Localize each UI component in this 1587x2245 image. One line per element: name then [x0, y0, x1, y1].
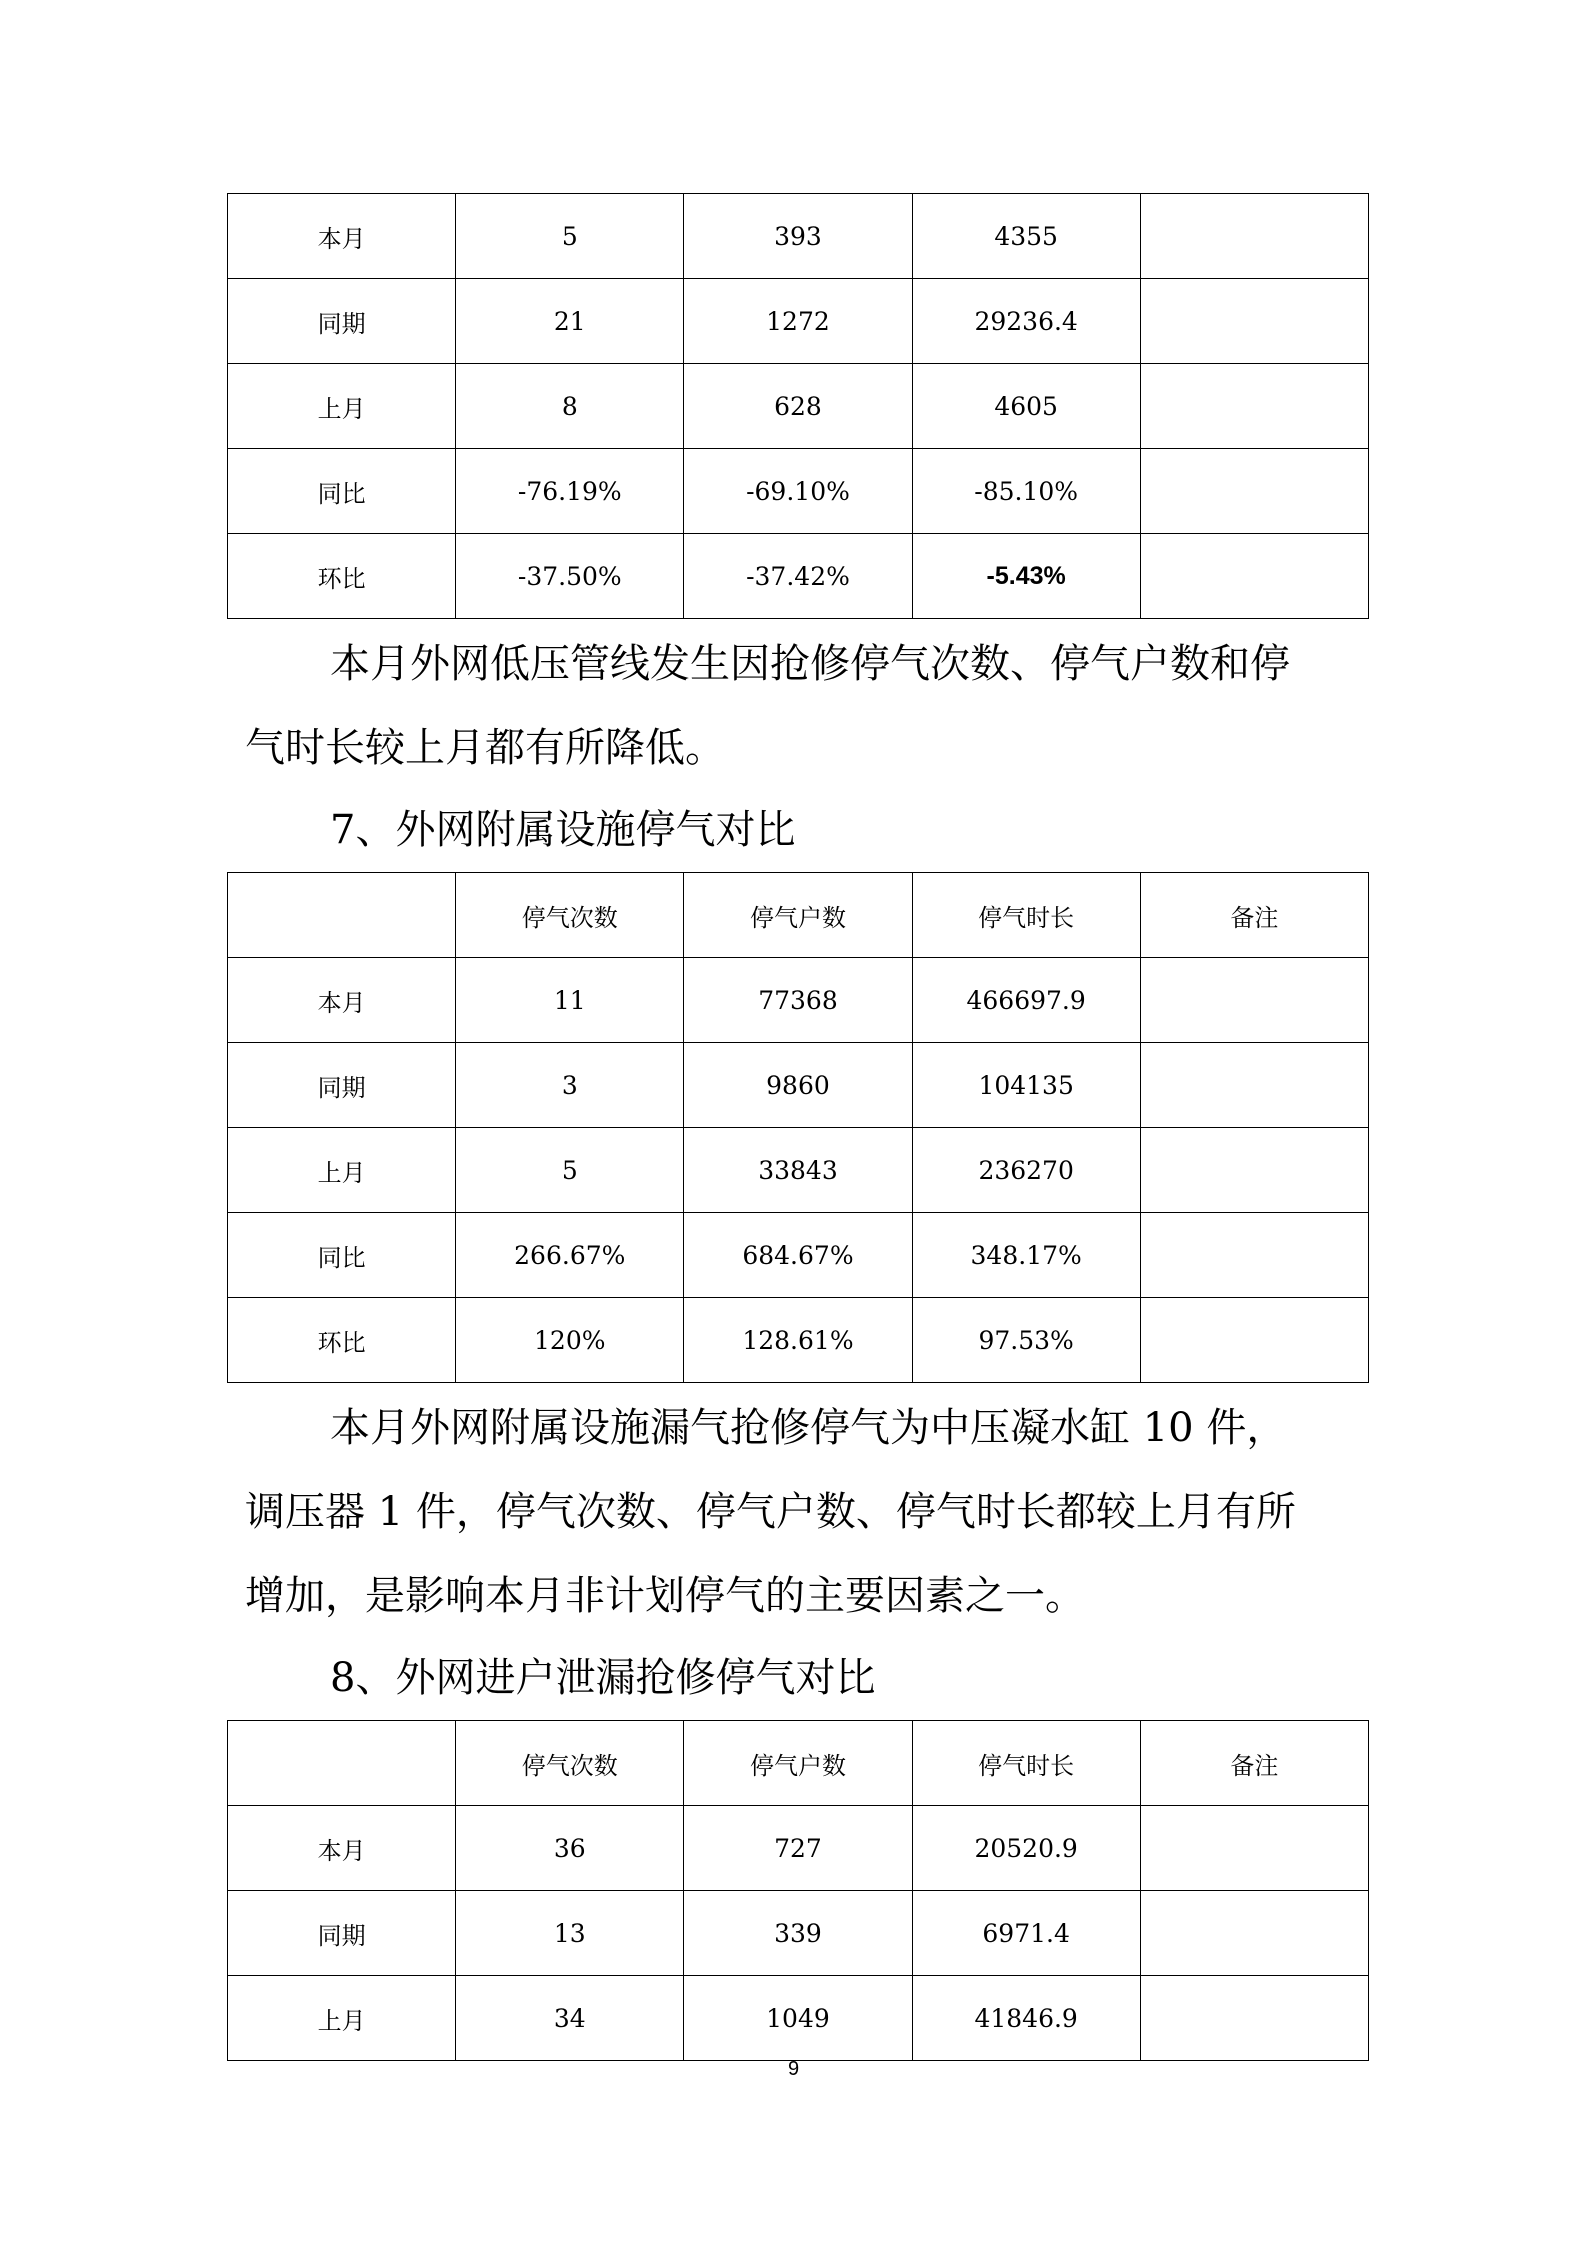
- cell-duration: -85.10%: [912, 449, 1140, 534]
- cell-remark: [1140, 1128, 1368, 1213]
- cell-duration: 4605: [912, 364, 1140, 449]
- section-heading-8: 8、外网进户泄漏抢修停气对比: [330, 1655, 876, 1701]
- table-row: [228, 449, 1369, 534]
- cell-count: 8: [456, 364, 684, 449]
- cell-duration: 20520.9: [912, 1806, 1140, 1891]
- cell-duration: 236270: [912, 1128, 1140, 1213]
- row-label: 同期: [228, 1891, 456, 1976]
- table-row: [228, 1213, 1369, 1298]
- cell-households: 727: [684, 1806, 912, 1891]
- row-label: 环比: [228, 534, 456, 619]
- cell-count: -37.50%: [456, 534, 684, 619]
- cell-households: 9860: [684, 1043, 912, 1128]
- cell-remark: [1140, 1213, 1368, 1298]
- table-low-pressure-pipeline: [227, 193, 1369, 619]
- header-duration: 停气时长: [912, 1721, 1140, 1806]
- cell-duration: -5.43%: [912, 534, 1140, 619]
- cell-count: 36: [456, 1806, 684, 1891]
- cell-duration: 29236.4: [912, 279, 1140, 364]
- cell-remark: [1140, 1806, 1368, 1891]
- row-label: 同期: [228, 279, 456, 364]
- table-row: [228, 534, 1369, 619]
- cell-households: 128.61%: [684, 1298, 912, 1383]
- header-count: 停气次数: [456, 873, 684, 958]
- cell-remark: [1140, 534, 1368, 619]
- paragraph-line: 本月外网附属设施漏气抢修停气为中压凝水缸 10 件，: [330, 1405, 1287, 1451]
- row-label: 环比: [228, 1298, 456, 1383]
- cell-count: 13: [456, 1891, 684, 1976]
- table-row: [228, 1891, 1369, 1976]
- cell-remark: [1140, 1891, 1368, 1976]
- cell-duration: 6971.4: [912, 1891, 1140, 1976]
- header-empty: [228, 873, 456, 958]
- cell-count: 11: [456, 958, 684, 1043]
- cell-count: 266.67%: [456, 1213, 684, 1298]
- cell-remark: [1140, 364, 1368, 449]
- cell-remark: [1140, 1298, 1368, 1383]
- cell-duration: 466697.9: [912, 958, 1140, 1043]
- row-label: 同比: [228, 449, 456, 534]
- row-label: 同期: [228, 1043, 456, 1128]
- header-empty: [228, 1721, 456, 1806]
- row-label: 本月: [228, 958, 456, 1043]
- table-header-row: [228, 873, 1369, 958]
- paragraph-line: 本月外网低压管线发生因抢修停气次数、停气户数和停: [330, 641, 1290, 687]
- cell-households: 1049: [684, 1976, 912, 2061]
- cell-duration: 104135: [912, 1043, 1140, 1128]
- cell-remark: [1140, 1976, 1368, 2061]
- header-duration: 停气时长: [912, 873, 1140, 958]
- cell-households: -69.10%: [684, 449, 912, 534]
- cell-duration: 4355: [912, 194, 1140, 279]
- header-count: 停气次数: [456, 1721, 684, 1806]
- row-label: 上月: [228, 1976, 456, 2061]
- cell-remark: [1140, 279, 1368, 364]
- row-label: 本月: [228, 194, 456, 279]
- header-households: 停气户数: [684, 1721, 912, 1806]
- table-row: [228, 1976, 1369, 2061]
- section-heading-7: 7、外网附属设施停气对比: [330, 807, 796, 853]
- row-label: 上月: [228, 1128, 456, 1213]
- cell-households: 1272: [684, 279, 912, 364]
- header-remark: 备注: [1140, 1721, 1368, 1806]
- paragraph-line: 气时长较上月都有所降低。: [245, 725, 725, 771]
- cell-count: 5: [456, 194, 684, 279]
- page-number: 9: [787, 2058, 800, 2080]
- cell-households: 77368: [684, 958, 912, 1043]
- cell-households: 684.67%: [684, 1213, 912, 1298]
- paragraph-low-pressure-summary: [245, 622, 1375, 790]
- table-row: [228, 958, 1369, 1043]
- table-row: [228, 279, 1369, 364]
- table-row: [228, 1298, 1369, 1383]
- cell-count: 120%: [456, 1298, 684, 1383]
- table-household-leak: [227, 1720, 1369, 2061]
- cell-remark: [1140, 449, 1368, 534]
- cell-households: 393: [684, 194, 912, 279]
- table-row: [228, 1806, 1369, 1891]
- cell-duration: 41846.9: [912, 1976, 1140, 2061]
- table-row: [228, 1128, 1369, 1213]
- cell-households: 628: [684, 364, 912, 449]
- paragraph-line: 调压器 1 件，停气次数、停气户数、停气时长都较上月有所: [245, 1489, 1296, 1535]
- cell-remark: [1140, 194, 1368, 279]
- paragraph-line: 增加，是影响本月非计划停气的主要因素之一。: [245, 1573, 1085, 1619]
- cell-households: 339: [684, 1891, 912, 1976]
- cell-count: 21: [456, 279, 684, 364]
- header-households: 停气户数: [684, 873, 912, 958]
- cell-remark: [1140, 958, 1368, 1043]
- cell-duration: 348.17%: [912, 1213, 1140, 1298]
- row-label: 上月: [228, 364, 456, 449]
- cell-remark: [1140, 1043, 1368, 1128]
- paragraph-auxiliary-summary: [245, 1386, 1375, 1638]
- cell-count: -76.19%: [456, 449, 684, 534]
- cell-count: 3: [456, 1043, 684, 1128]
- table-header-row: [228, 1721, 1369, 1806]
- row-label: 本月: [228, 1806, 456, 1891]
- cell-households: 33843: [684, 1128, 912, 1213]
- header-remark: 备注: [1140, 873, 1368, 958]
- cell-households: -37.42%: [684, 534, 912, 619]
- cell-count: 34: [456, 1976, 684, 2061]
- table-row: [228, 1043, 1369, 1128]
- cell-count: 5: [456, 1128, 684, 1213]
- row-label: 同比: [228, 1213, 456, 1298]
- table-row: [228, 364, 1369, 449]
- cell-duration: 97.53%: [912, 1298, 1140, 1383]
- table-auxiliary-facilities: [227, 872, 1369, 1383]
- table-row: [228, 194, 1369, 279]
